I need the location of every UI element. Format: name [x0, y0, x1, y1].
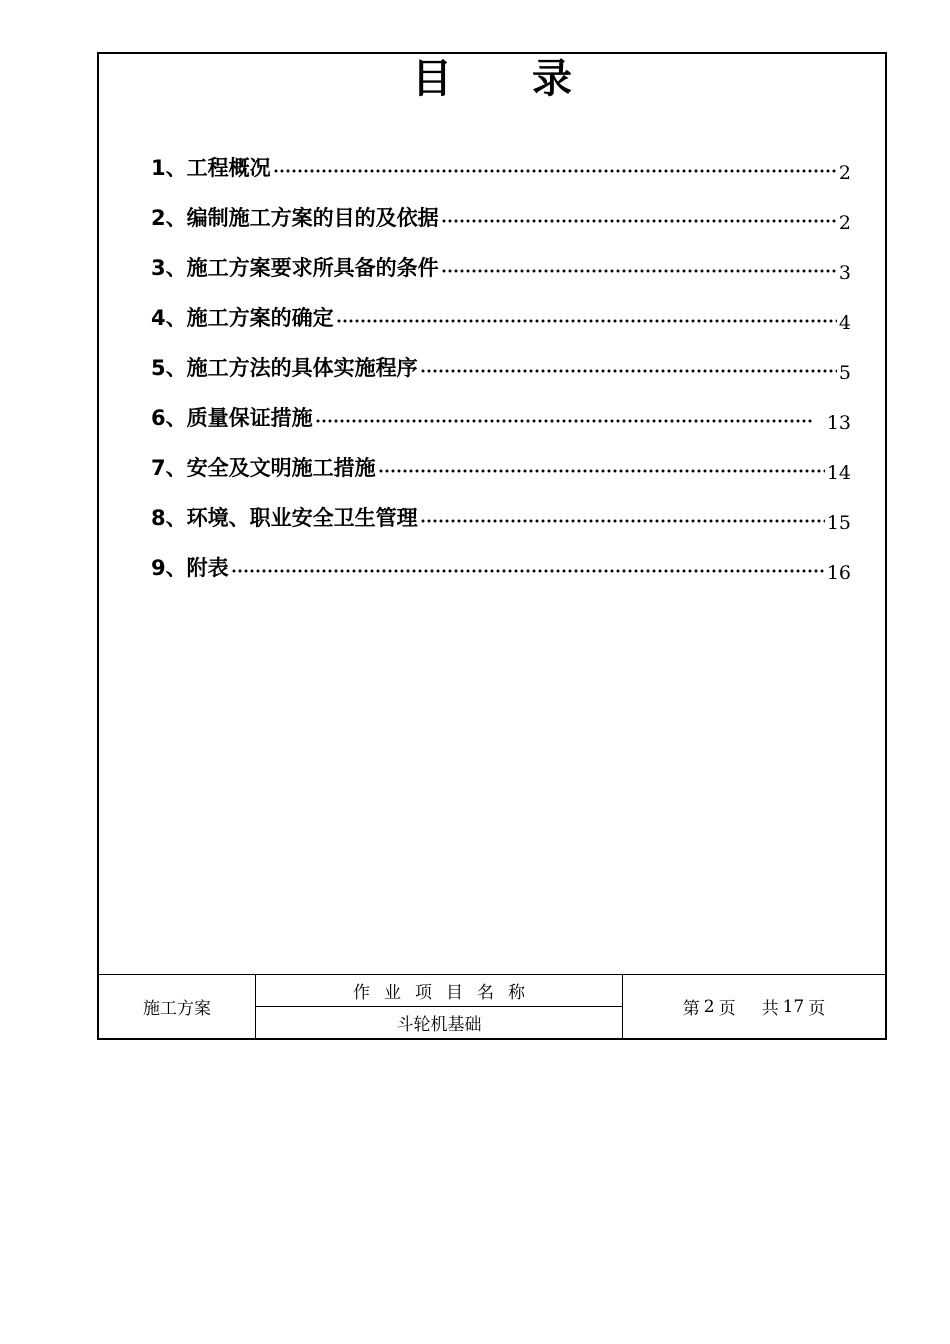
toc-item-page: 15 [826, 512, 851, 534]
page-title [99, 56, 885, 102]
toc-item-number: 7 [151, 456, 166, 480]
toc-item-separator: 、 [165, 556, 187, 580]
toc-leader-dots [336, 318, 837, 324]
toc-item-label: 编制施工方案的目的及依据 [186, 206, 439, 230]
toc-item-label: 工程概况 [186, 156, 271, 180]
footer-page-info [623, 975, 885, 1038]
toc-item-number: 9 [151, 556, 166, 580]
toc-item[interactable] [151, 134, 851, 184]
toc-item-number: 3 [151, 256, 166, 280]
toc-item[interactable] [151, 534, 851, 584]
footer-project-header: 作业项目名称 [256, 976, 622, 1007]
toc-item-number: 2 [151, 206, 166, 230]
toc-item-page: 16 [826, 562, 851, 584]
toc-leader-dots [273, 168, 837, 174]
toc-item-label: 质量保证措施 [186, 406, 313, 430]
footer-table [99, 974, 885, 1038]
footer-total-prefix: 共 [761, 999, 779, 1019]
toc-item-separator: 、 [165, 306, 187, 330]
toc-item-label: 附表 [186, 556, 229, 580]
title-char-2: 录 [532, 56, 572, 102]
toc-item-label: 环境、职业安全卫生管理 [186, 506, 418, 530]
toc-item-separator: 、 [165, 506, 187, 530]
footer-page-total: 17 [782, 996, 805, 1017]
toc-leader-dots [441, 218, 837, 224]
footer-doc-type: 施工方案 [99, 975, 256, 1038]
toc-leader-dots [231, 568, 825, 574]
toc-item[interactable] [151, 484, 851, 534]
footer-page-prefix: 第 [682, 999, 700, 1019]
toc-item-separator: 、 [165, 156, 187, 180]
toc-item-number: 4 [151, 306, 166, 330]
toc-item[interactable] [151, 434, 851, 484]
toc-item-page: 4 [838, 312, 851, 334]
toc-item-separator: 、 [165, 356, 187, 380]
toc-item[interactable] [151, 284, 851, 334]
footer-project [256, 975, 623, 1038]
toc-item[interactable] [151, 234, 851, 284]
footer-page-word: 页 [718, 999, 736, 1019]
toc-item-label: 施工方案要求所具备的条件 [186, 256, 439, 280]
toc-item-number: 6 [151, 406, 166, 430]
toc-item-page: 14 [826, 462, 851, 484]
toc-item[interactable] [151, 334, 851, 384]
toc-leader-dots [378, 468, 825, 474]
toc-item-label: 安全及文明施工措施 [186, 456, 376, 480]
toc-item-separator: 、 [165, 206, 187, 230]
toc-item-page: 2 [838, 212, 851, 234]
toc-item-page: 2 [838, 162, 851, 184]
footer-page-current: 2 [703, 996, 715, 1017]
toc-leader-dots [315, 418, 813, 424]
toc-leader-dots [420, 518, 825, 524]
toc-leader-dots [420, 368, 837, 374]
toc-item-page: 5 [838, 362, 851, 384]
toc-item-number: 8 [151, 506, 166, 530]
title-char-1: 目 [412, 56, 452, 102]
footer-project-name: 斗轮机基础 [396, 1014, 482, 1035]
toc-item-label: 施工方案的确定 [186, 306, 334, 330]
toc-item[interactable] [151, 184, 851, 234]
document-frame [97, 52, 887, 1040]
toc-item-separator: 、 [165, 456, 187, 480]
toc-item-page: 3 [838, 262, 851, 284]
toc-item-number: 5 [151, 356, 166, 380]
toc-item-separator: 、 [165, 256, 187, 280]
footer-total-word: 页 [808, 999, 826, 1019]
toc-item-number: 1 [151, 156, 166, 180]
toc-item-label: 施工方法的具体实施程序 [186, 356, 418, 380]
toc-leader-dots [441, 268, 837, 274]
table-of-contents [151, 134, 851, 584]
toc-item[interactable] [151, 384, 851, 434]
toc-item-separator: 、 [165, 406, 187, 430]
toc-item-page: 13 [826, 412, 851, 434]
